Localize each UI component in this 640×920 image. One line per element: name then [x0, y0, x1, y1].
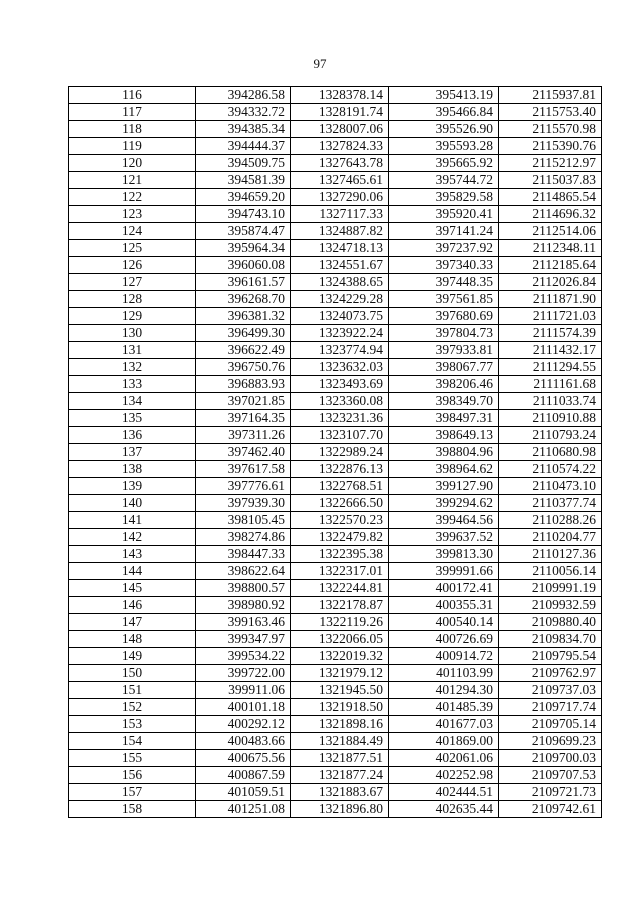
- x1-cell: 396622.49: [196, 342, 291, 359]
- y1-cell: 1321877.51: [291, 750, 389, 767]
- x1-cell: 400292.12: [196, 716, 291, 733]
- point-id-cell: 126: [69, 257, 196, 274]
- table-row: [69, 121, 602, 138]
- point-id-cell: 146: [69, 597, 196, 614]
- y1-cell: 1323231.36: [291, 410, 389, 427]
- x1-cell: 398622.64: [196, 563, 291, 580]
- point-id-cell: 156: [69, 767, 196, 784]
- x2-cell: 399813.30: [389, 546, 499, 563]
- y1-cell: 1321896.80: [291, 801, 389, 818]
- y2-cell: 2112514.06: [499, 223, 602, 240]
- table-row: [69, 155, 602, 172]
- y2-cell: 2109932.59: [499, 597, 602, 614]
- point-id-cell: 152: [69, 699, 196, 716]
- table-row: [69, 614, 602, 631]
- x2-cell: 397933.81: [389, 342, 499, 359]
- x1-cell: 397462.40: [196, 444, 291, 461]
- x2-cell: 398497.31: [389, 410, 499, 427]
- point-id-cell: 125: [69, 240, 196, 257]
- x1-cell: 400867.59: [196, 767, 291, 784]
- x1-cell: 399534.22: [196, 648, 291, 665]
- y1-cell: 1322244.81: [291, 580, 389, 597]
- x2-cell: 402061.06: [389, 750, 499, 767]
- table-row: [69, 495, 602, 512]
- table-row: [69, 529, 602, 546]
- y2-cell: 2115753.40: [499, 104, 602, 121]
- y1-cell: 1321945.50: [291, 682, 389, 699]
- y2-cell: 2110574.22: [499, 461, 602, 478]
- x2-cell: 397561.85: [389, 291, 499, 308]
- x2-cell: 397804.73: [389, 325, 499, 342]
- point-id-cell: 144: [69, 563, 196, 580]
- table-row: [69, 172, 602, 189]
- x2-cell: 397448.35: [389, 274, 499, 291]
- table-row: [69, 546, 602, 563]
- x1-cell: 400101.18: [196, 699, 291, 716]
- x2-cell: 399991.66: [389, 563, 499, 580]
- point-id-cell: 133: [69, 376, 196, 393]
- table-row: [69, 682, 602, 699]
- y1-cell: 1327117.33: [291, 206, 389, 223]
- x2-cell: 401485.39: [389, 699, 499, 716]
- point-id-cell: 117: [69, 104, 196, 121]
- y2-cell: 2110473.10: [499, 478, 602, 495]
- page-number: 97: [313, 56, 327, 71]
- x2-cell: 400355.31: [389, 597, 499, 614]
- x1-cell: 394509.75: [196, 155, 291, 172]
- point-id-cell: 134: [69, 393, 196, 410]
- point-id-cell: 157: [69, 784, 196, 801]
- y2-cell: 2109742.61: [499, 801, 602, 818]
- y2-cell: 2109880.40: [499, 614, 602, 631]
- point-id-cell: 148: [69, 631, 196, 648]
- point-id-cell: 142: [69, 529, 196, 546]
- x1-cell: 396060.08: [196, 257, 291, 274]
- y2-cell: 2111871.90: [499, 291, 602, 308]
- point-id-cell: 123: [69, 206, 196, 223]
- point-id-cell: 141: [69, 512, 196, 529]
- x1-cell: 401251.08: [196, 801, 291, 818]
- x2-cell: 398649.13: [389, 427, 499, 444]
- y2-cell: 2115570.98: [499, 121, 602, 138]
- point-id-cell: 122: [69, 189, 196, 206]
- x2-cell: 397141.24: [389, 223, 499, 240]
- point-id-cell: 127: [69, 274, 196, 291]
- table-row: [69, 376, 602, 393]
- x2-cell: 400540.14: [389, 614, 499, 631]
- x2-cell: 399637.52: [389, 529, 499, 546]
- x2-cell: 398349.70: [389, 393, 499, 410]
- x2-cell: 397237.92: [389, 240, 499, 257]
- x1-cell: 397021.85: [196, 393, 291, 410]
- x2-cell: 401869.00: [389, 733, 499, 750]
- x2-cell: 397340.33: [389, 257, 499, 274]
- x1-cell: 398105.45: [196, 512, 291, 529]
- x1-cell: 394743.10: [196, 206, 291, 223]
- y1-cell: 1324388.65: [291, 274, 389, 291]
- y1-cell: 1324229.28: [291, 291, 389, 308]
- y2-cell: 2111033.74: [499, 393, 602, 410]
- y1-cell: 1327824.33: [291, 138, 389, 155]
- table-row: [69, 223, 602, 240]
- y1-cell: 1321918.50: [291, 699, 389, 716]
- x1-cell: 395964.34: [196, 240, 291, 257]
- x2-cell: 395526.90: [389, 121, 499, 138]
- x1-cell: 395874.47: [196, 223, 291, 240]
- y1-cell: 1324551.67: [291, 257, 389, 274]
- x2-cell: 402252.98: [389, 767, 499, 784]
- y1-cell: 1322395.38: [291, 546, 389, 563]
- point-id-cell: 153: [69, 716, 196, 733]
- x2-cell: 398067.77: [389, 359, 499, 376]
- table-row: [69, 274, 602, 291]
- table-row: [69, 648, 602, 665]
- x2-cell: 395593.28: [389, 138, 499, 155]
- x1-cell: 400675.56: [196, 750, 291, 767]
- x1-cell: 396268.70: [196, 291, 291, 308]
- y2-cell: 2110127.36: [499, 546, 602, 563]
- y1-cell: 1327465.61: [291, 172, 389, 189]
- point-id-cell: 130: [69, 325, 196, 342]
- table-row: [69, 597, 602, 614]
- x2-cell: 398206.46: [389, 376, 499, 393]
- x1-cell: 396883.93: [196, 376, 291, 393]
- y2-cell: 2111161.68: [499, 376, 602, 393]
- table-row: [69, 665, 602, 682]
- point-id-cell: 124: [69, 223, 196, 240]
- y2-cell: 2111574.39: [499, 325, 602, 342]
- y1-cell: 1321884.49: [291, 733, 389, 750]
- table-row: [69, 801, 602, 818]
- x2-cell: 401677.03: [389, 716, 499, 733]
- y2-cell: 2115937.81: [499, 87, 602, 104]
- point-id-cell: 135: [69, 410, 196, 427]
- y1-cell: 1328191.74: [291, 104, 389, 121]
- y2-cell: 2111721.03: [499, 308, 602, 325]
- point-id-cell: 118: [69, 121, 196, 138]
- x1-cell: 396499.30: [196, 325, 291, 342]
- y1-cell: 1327290.06: [291, 189, 389, 206]
- x1-cell: 398980.92: [196, 597, 291, 614]
- table-row: [69, 359, 602, 376]
- point-id-cell: 136: [69, 427, 196, 444]
- x1-cell: 399911.06: [196, 682, 291, 699]
- x1-cell: 398800.57: [196, 580, 291, 597]
- y1-cell: 1322768.51: [291, 478, 389, 495]
- point-id-cell: 154: [69, 733, 196, 750]
- y2-cell: 2109705.14: [499, 716, 602, 733]
- table-row: [69, 767, 602, 784]
- point-id-cell: 145: [69, 580, 196, 597]
- y2-cell: 2110204.77: [499, 529, 602, 546]
- y1-cell: 1324073.75: [291, 308, 389, 325]
- table-row: [69, 427, 602, 444]
- y1-cell: 1322317.01: [291, 563, 389, 580]
- y1-cell: 1323493.69: [291, 376, 389, 393]
- table-row: [69, 206, 602, 223]
- y2-cell: 2110288.26: [499, 512, 602, 529]
- table-row: [69, 563, 602, 580]
- y2-cell: 2111432.17: [499, 342, 602, 359]
- table-row: [69, 325, 602, 342]
- point-id-cell: 120: [69, 155, 196, 172]
- x2-cell: 400172.41: [389, 580, 499, 597]
- table-row: [69, 461, 602, 478]
- x2-cell: 395829.58: [389, 189, 499, 206]
- y1-cell: 1322570.23: [291, 512, 389, 529]
- x2-cell: 401294.30: [389, 682, 499, 699]
- point-id-cell: 116: [69, 87, 196, 104]
- x1-cell: 397776.61: [196, 478, 291, 495]
- x2-cell: 397680.69: [389, 308, 499, 325]
- x2-cell: 400914.72: [389, 648, 499, 665]
- y1-cell: 1321877.24: [291, 767, 389, 784]
- y2-cell: 2115390.76: [499, 138, 602, 155]
- table-row: [69, 784, 602, 801]
- point-id-cell: 131: [69, 342, 196, 359]
- y1-cell: 1322479.82: [291, 529, 389, 546]
- x1-cell: 394581.39: [196, 172, 291, 189]
- y1-cell: 1322989.24: [291, 444, 389, 461]
- x1-cell: 399722.00: [196, 665, 291, 682]
- coordinate-table-body: [69, 87, 602, 818]
- coordinate-table: [68, 86, 602, 818]
- point-id-cell: 149: [69, 648, 196, 665]
- x1-cell: 394659.20: [196, 189, 291, 206]
- y1-cell: 1323632.03: [291, 359, 389, 376]
- x1-cell: 401059.51: [196, 784, 291, 801]
- point-id-cell: 140: [69, 495, 196, 512]
- x1-cell: 394385.34: [196, 121, 291, 138]
- x1-cell: 396161.57: [196, 274, 291, 291]
- y2-cell: 2110910.88: [499, 410, 602, 427]
- y1-cell: 1322066.05: [291, 631, 389, 648]
- x2-cell: 399464.56: [389, 512, 499, 529]
- table-row: [69, 138, 602, 155]
- y1-cell: 1323360.08: [291, 393, 389, 410]
- point-id-cell: 137: [69, 444, 196, 461]
- x1-cell: 400483.66: [196, 733, 291, 750]
- table-row: [69, 444, 602, 461]
- y2-cell: 2114696.32: [499, 206, 602, 223]
- y1-cell: 1327643.78: [291, 155, 389, 172]
- y2-cell: 2109700.03: [499, 750, 602, 767]
- y2-cell: 2109762.97: [499, 665, 602, 682]
- x1-cell: 397617.58: [196, 461, 291, 478]
- y1-cell: 1322178.87: [291, 597, 389, 614]
- y2-cell: 2109795.54: [499, 648, 602, 665]
- y1-cell: 1322119.26: [291, 614, 389, 631]
- y1-cell: 1328007.06: [291, 121, 389, 138]
- y1-cell: 1321883.67: [291, 784, 389, 801]
- table-row: [69, 512, 602, 529]
- x2-cell: 395920.41: [389, 206, 499, 223]
- x2-cell: 402635.44: [389, 801, 499, 818]
- table-row: [69, 716, 602, 733]
- x2-cell: 399127.90: [389, 478, 499, 495]
- table-row: [69, 478, 602, 495]
- x2-cell: 400726.69: [389, 631, 499, 648]
- x2-cell: 398964.62: [389, 461, 499, 478]
- point-id-cell: 150: [69, 665, 196, 682]
- x1-cell: 399347.97: [196, 631, 291, 648]
- table-row: [69, 410, 602, 427]
- x2-cell: 395413.19: [389, 87, 499, 104]
- x1-cell: 397311.26: [196, 427, 291, 444]
- y2-cell: 2110377.74: [499, 495, 602, 512]
- y2-cell: 2109991.19: [499, 580, 602, 597]
- y1-cell: 1323774.94: [291, 342, 389, 359]
- y2-cell: 2115212.97: [499, 155, 602, 172]
- x1-cell: 396750.76: [196, 359, 291, 376]
- y2-cell: 2115037.83: [499, 172, 602, 189]
- y2-cell: 2111294.55: [499, 359, 602, 376]
- y2-cell: 2110680.98: [499, 444, 602, 461]
- y2-cell: 2109834.70: [499, 631, 602, 648]
- y1-cell: 1323922.24: [291, 325, 389, 342]
- table-row: [69, 308, 602, 325]
- y1-cell: 1321898.16: [291, 716, 389, 733]
- table-row: [69, 580, 602, 597]
- x2-cell: 395665.92: [389, 155, 499, 172]
- y1-cell: 1328378.14: [291, 87, 389, 104]
- y2-cell: 2114865.54: [499, 189, 602, 206]
- y1-cell: 1322019.32: [291, 648, 389, 665]
- y1-cell: 1321979.12: [291, 665, 389, 682]
- point-id-cell: 139: [69, 478, 196, 495]
- y2-cell: 2110793.24: [499, 427, 602, 444]
- point-id-cell: 158: [69, 801, 196, 818]
- point-id-cell: 132: [69, 359, 196, 376]
- point-id-cell: 138: [69, 461, 196, 478]
- point-id-cell: 121: [69, 172, 196, 189]
- point-id-cell: 147: [69, 614, 196, 631]
- y2-cell: 2109707.53: [499, 767, 602, 784]
- y1-cell: 1324718.13: [291, 240, 389, 257]
- table-row: [69, 699, 602, 716]
- y1-cell: 1322666.50: [291, 495, 389, 512]
- x1-cell: 394444.37: [196, 138, 291, 155]
- x1-cell: 399163.46: [196, 614, 291, 631]
- point-id-cell: 151: [69, 682, 196, 699]
- table-row: [69, 240, 602, 257]
- y2-cell: 2109721.73: [499, 784, 602, 801]
- table-row: [69, 189, 602, 206]
- table-row: [69, 733, 602, 750]
- y1-cell: 1322876.13: [291, 461, 389, 478]
- y2-cell: 2112026.84: [499, 274, 602, 291]
- table-row: [69, 104, 602, 121]
- y1-cell: 1324887.82: [291, 223, 389, 240]
- x1-cell: 397939.30: [196, 495, 291, 512]
- x1-cell: 397164.35: [196, 410, 291, 427]
- table-row: [69, 631, 602, 648]
- y2-cell: 2109737.03: [499, 682, 602, 699]
- point-id-cell: 128: [69, 291, 196, 308]
- point-id-cell: 155: [69, 750, 196, 767]
- point-id-cell: 119: [69, 138, 196, 155]
- x1-cell: 394286.58: [196, 87, 291, 104]
- x2-cell: 399294.62: [389, 495, 499, 512]
- x1-cell: 396381.32: [196, 308, 291, 325]
- table-row: [69, 257, 602, 274]
- x2-cell: 402444.51: [389, 784, 499, 801]
- x2-cell: 401103.99: [389, 665, 499, 682]
- y2-cell: 2109699.23: [499, 733, 602, 750]
- x2-cell: 398804.96: [389, 444, 499, 461]
- y2-cell: 2109717.74: [499, 699, 602, 716]
- table-row: [69, 750, 602, 767]
- table-row: [69, 291, 602, 308]
- table-row: [69, 393, 602, 410]
- table-row: [69, 342, 602, 359]
- point-id-cell: 129: [69, 308, 196, 325]
- table-row: [69, 87, 602, 104]
- x1-cell: 398274.86: [196, 529, 291, 546]
- x1-cell: 394332.72: [196, 104, 291, 121]
- y2-cell: 2112348.11: [499, 240, 602, 257]
- y1-cell: 1323107.70: [291, 427, 389, 444]
- x1-cell: 398447.33: [196, 546, 291, 563]
- x2-cell: 395466.84: [389, 104, 499, 121]
- x2-cell: 395744.72: [389, 172, 499, 189]
- y2-cell: 2110056.14: [499, 563, 602, 580]
- point-id-cell: 143: [69, 546, 196, 563]
- y2-cell: 2112185.64: [499, 257, 602, 274]
